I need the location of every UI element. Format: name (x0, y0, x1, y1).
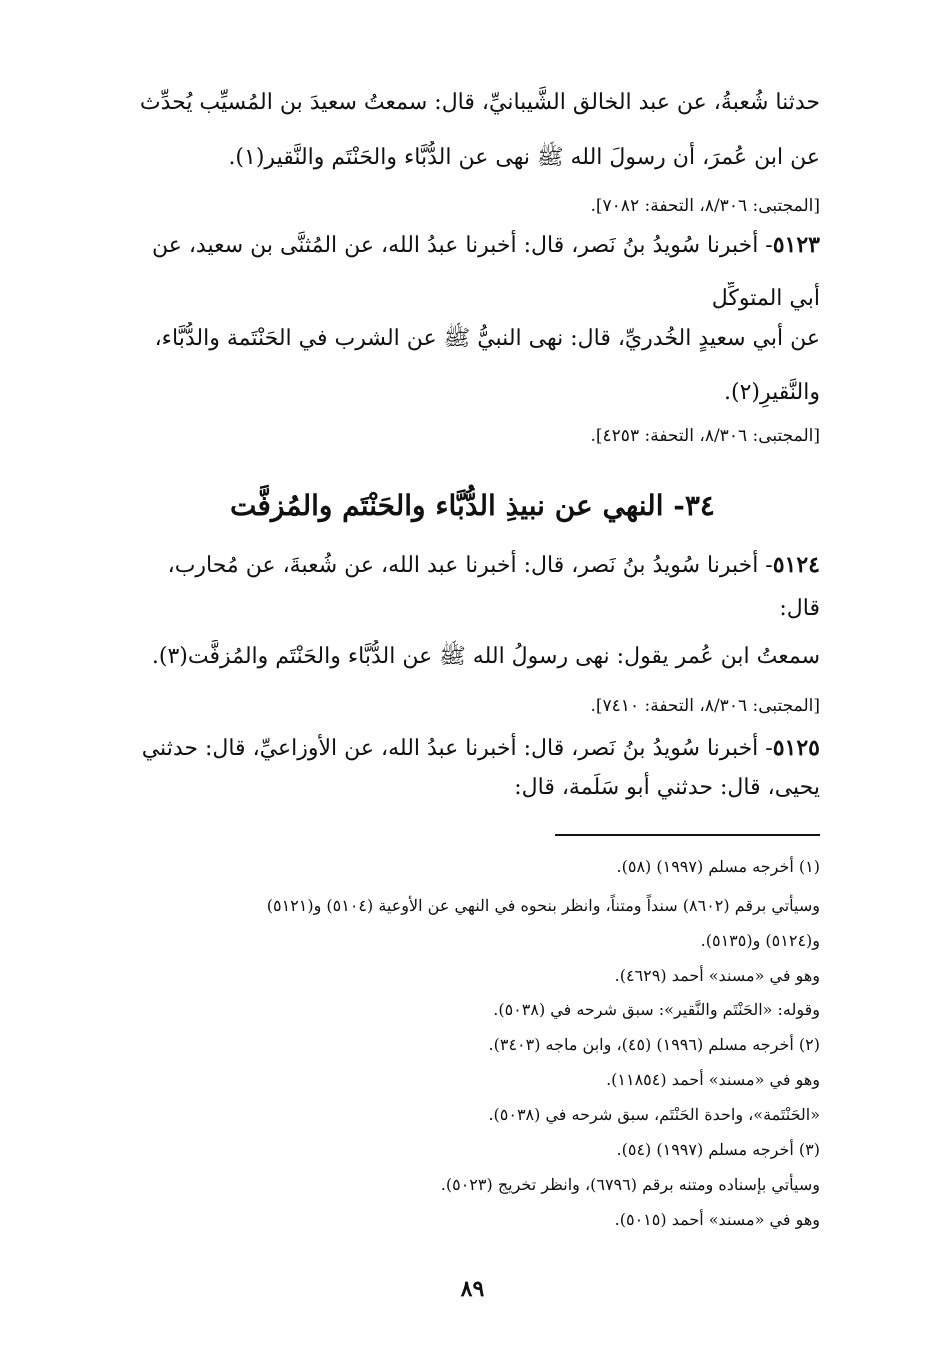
footnote-line: وهو في «مسند» أحمد (٤٦٢٩). (614, 966, 820, 985)
hadith-5125 (110, 731, 820, 766)
hadith-5124 (110, 548, 820, 583)
text-line: عن ابن عُمرَ، أن رسولَ الله ﷺ نهى عن الدُّبَّاء والحَنْتَم والنَّقير(١). (228, 145, 820, 170)
footnote-line: و(٥١٢٤) و(٥١٣٥). (700, 931, 820, 950)
source-reference: [المجتبى: ٨/٣٠٦، التحفة: ٤٢٥٣]. (590, 426, 820, 446)
footnote-line: (٢) أخرجه مسلم (١٩٩٦) (٤٥)، وابن ماجه (٣٤٠٣). (488, 1035, 820, 1054)
hadith-number: ٥١٢٥ (772, 735, 820, 761)
source-reference: [المجتبى: ٨/٣٠٦، التحفة: ٧٤١٠]. (590, 696, 820, 716)
text-line: - أخبرنا سُويدُ بنُ نَصر، قال: أخبرنا عبد الله، عن شُعبةَ، عن مُحارب، (167, 553, 773, 578)
hadith-5123 (110, 228, 820, 263)
text-line: سمعتُ ابن عُمر يقول: نهى رسولُ الله ﷺ عن الدُّبَّاء والحَنْتَم والمُزفَّت(٣). (151, 644, 820, 669)
text-line: يحيى، قال: حدثني أبو سَلَمة، قال: (514, 775, 820, 800)
chapter-heading: ٣٤- النهي عن نبيذِ الدُّبَّاء والحَنْتَم والمُزفَّت (230, 489, 715, 522)
hadith-number: ٥١٢٣ (772, 232, 820, 258)
text-line: حدثنا شُعبةُ، عن عبد الخالق الشَّيبانيِّ، قال: سمعتُ سعيدَ بن المُسيِّب يُحدِّث (139, 90, 820, 115)
text-line: أبي المتوكِّل (711, 286, 820, 311)
text-line: قال: (779, 596, 820, 621)
footnote-divider (555, 834, 820, 836)
text-line: - أخبرنا سُويدُ بنُ نَصر، قال: أخبرنا عبدُ الله، عن المُثنَّى بن سعيد، عن (151, 233, 773, 258)
text-line: - أخبرنا سُويدُ بنُ نَصر، قال: أخبرنا عبدُ الله، عن الأوزاعيِّ، قال: حدثني (141, 736, 773, 761)
footnote-line: وهو في «مسند» أحمد (٥٠١٥). (614, 1210, 820, 1229)
footnote-line: وسيأتي بإسناده ومتنه برقم (٦٧٩٦)، وانظر تخريج (٥٠٢٣). (440, 1175, 820, 1194)
footnote-line: (١) أخرجه مسلم (١٩٩٧) (٥٨). (616, 857, 820, 876)
text-line: والنَّقيرِ(٢). (724, 380, 820, 405)
footnote-line: وقوله: «الحَنْتَم والنَّقير»: سبق شرحه في (٥٠٣٨). (493, 1000, 820, 1019)
footnote-line: وهو في «مسند» أحمد (١١٨٥٤). (606, 1070, 820, 1089)
footnote-line: وسيأتي برقم (٨٦٠٢) سنداً ومتناً، وانظر بنحوه في النهي عن الأوعية (٥١٠٤) و(٥١٢١) (266, 896, 820, 915)
footnote-line: (٣) أخرجه مسلم (١٩٩٧) (٥٤). (616, 1140, 820, 1159)
footnote-line: «الحَنْتَمة»، واحدة الحَنْتَم، سبق شرحه في (٥٠٣٨). (488, 1105, 820, 1124)
text-line: عن أبي سعيدٍ الخُدريِّ، قال: نهى النبيُّ ﷺ عن الشرب في الحَنْتَمة والدُّبَّاء، (154, 326, 820, 351)
hadith-number: ٥١٢٤ (772, 552, 820, 578)
page-number: ٨٩ (460, 1276, 485, 1302)
source-reference: [المجتبى: ٨/٣٠٦، التحفة: ٧٠٨٢]. (590, 196, 820, 216)
